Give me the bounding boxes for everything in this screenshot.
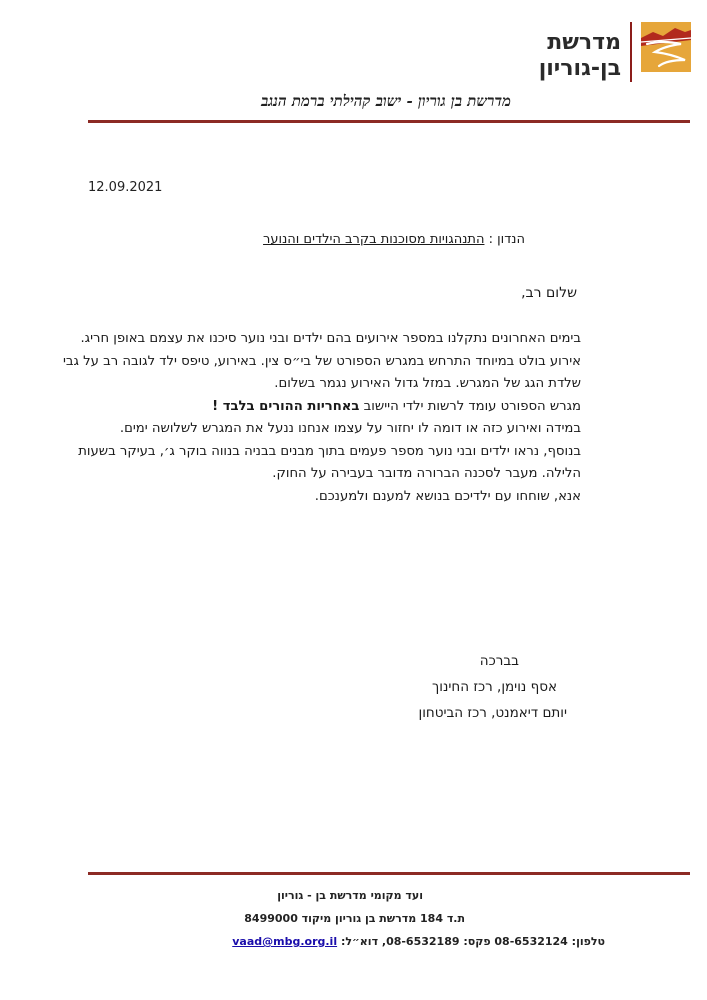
subject-text: התנהגויות מסוכנות בקרב הילדים והנוער xyxy=(263,232,485,247)
footer-contact xyxy=(15,930,605,953)
body-paragraph: אירוע בולט במיוחד התרחש במגרש הספורט של בי״ס צין. באירוע, טיפס ילד לגובה רב על גבי שלדת הגג של המגרש. במזל גדול האירוע נגמר בשלום. xyxy=(62,353,581,391)
letter-body xyxy=(41,328,581,508)
body-paragraph: בנוסף, נראו ילדים ובני נוער מספר פעמים בתוך מבנים בבניה בנווה בוקר ג׳, בעיקר בשעות הלילה. מעבר לסכנה הברורה מדובר בעבירה על החוק. xyxy=(78,443,581,481)
signer-2: יותם דיאמנט, רכז הביטחון xyxy=(418,705,567,721)
subject-label: הנדון : xyxy=(488,232,525,247)
email-link[interactable]: vaad@mbg.org.il xyxy=(232,935,338,948)
footer-rule xyxy=(88,872,690,875)
header-rule xyxy=(88,120,690,123)
logo-text-line-1: מדרשת xyxy=(547,30,621,55)
signature-closing: בברכה xyxy=(479,653,519,669)
footer-org: ועד מקומי מדרשת בן - גוריון xyxy=(277,889,423,902)
logo-divider xyxy=(630,22,632,82)
letter-date: 12.09.2021 xyxy=(88,180,163,195)
logo-mark xyxy=(641,22,691,72)
footer-address: ת.ד 184 מדרשת בן גוריון מיקוד 8499000 xyxy=(244,912,465,925)
body-paragraph: אנא, שוחחו עם ילדיכם בנושא למענם ולמענכם. xyxy=(314,488,581,504)
body-emphasis: באחריות ההורים בלבד ! xyxy=(212,398,360,414)
body-paragraph: בימים האחרונים נתקלנו במספר אירועים בהם ילדים ובני נוער סיכנו את עצמם באופן חריג. xyxy=(80,331,581,346)
signer-1: אסף נוימן, רכז החינוך xyxy=(432,679,557,695)
footer xyxy=(15,884,605,953)
body-paragraph: במידה ואירוע כזה או דומה לו יחזור על עצמו אנחנו ננעל את המגרש לשלושה ימים. xyxy=(119,421,581,436)
signature-block xyxy=(418,648,567,726)
greeting: שלום רב, xyxy=(521,285,577,301)
letterhead-subtitle: מדרשת בן גוריון - ישוב קהילתי ברמת הנגב xyxy=(260,92,511,110)
body-text: מגרש הספורט עומד לרשות ילדי היישוב xyxy=(359,398,581,414)
body-paragraph xyxy=(41,396,581,419)
footer-phones: טלפון: 08-6532124 פקס: 08-6532189, דוא״ל: xyxy=(340,935,605,948)
subject-line xyxy=(263,232,525,247)
logo-text-line-2: בן-גוריון xyxy=(538,56,621,81)
